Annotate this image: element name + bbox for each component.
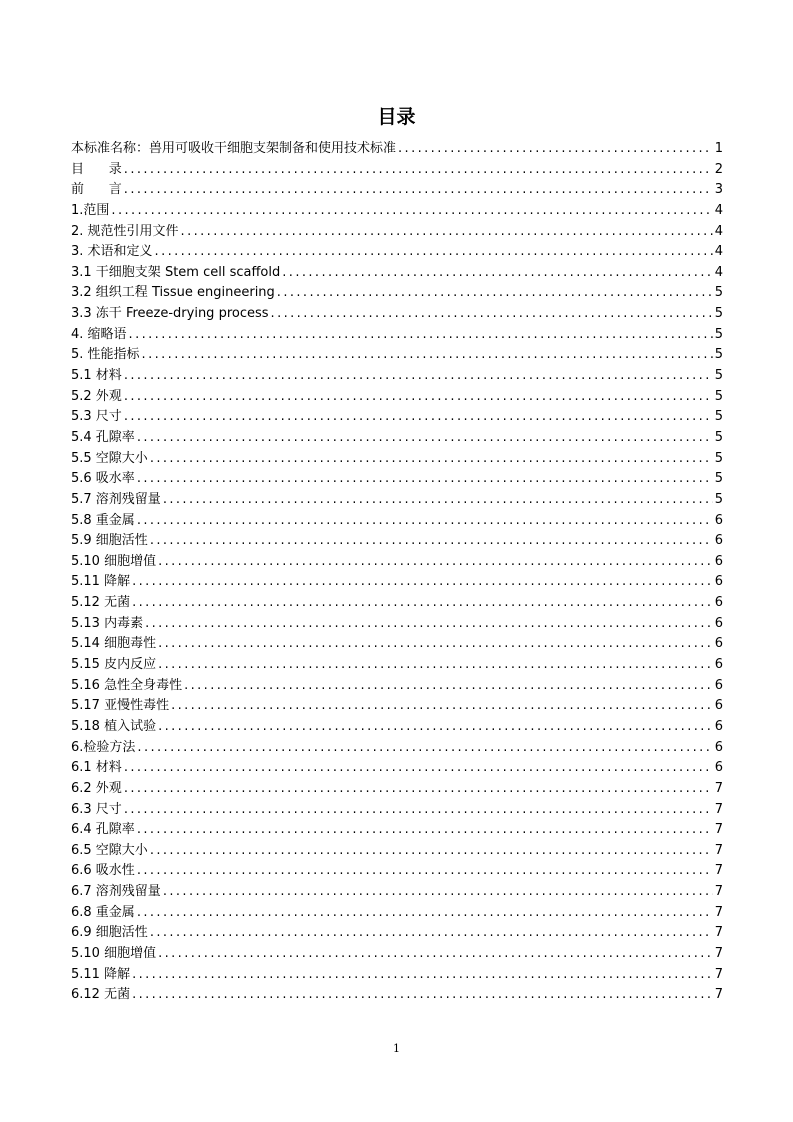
toc-entry-page: 7 [714,884,723,900]
toc-entry-label: 本标准名称：兽用可吸收干细胞支架制备和使用技术标准 [71,141,397,156]
toc-entry-label: 5.13 内毒素 [71,615,144,631]
toc-dot-leader [124,366,713,387]
toc-dot-leader [124,387,713,408]
toc-entry-label: 5.11 降解 [71,966,131,982]
toc-entry[interactable] [71,428,723,449]
toc-entry-label: 2. 规范性引用文件 [71,223,179,239]
toc-dot-leader [158,944,713,965]
toc-entry-page: 7 [714,780,723,796]
toc-entry[interactable] [71,779,723,800]
toc-entry-label: 6.12 无菌 [71,987,131,1003]
toc-entry-page: 7 [714,966,723,982]
toc-entry[interactable] [71,407,723,428]
toc-entry-page: 7 [714,987,723,1003]
toc-entry[interactable] [71,180,723,201]
toc-entry-label: 5.8 重金属 [71,512,135,528]
toc-entry[interactable] [71,985,723,1006]
toc-entry-page: 4 [714,223,723,239]
toc-entry-label: 6.8 重金属 [71,904,135,920]
toc-entry-label: 5.14 细胞毒性 [71,636,157,652]
toc-entry[interactable] [71,820,723,841]
toc-dot-leader [282,263,712,284]
toc-entry-label: 5.15 皮内反应 [71,657,157,673]
toc-entry[interactable] [71,841,723,862]
toc-entry[interactable] [71,366,723,387]
toc-entry-page: 5 [714,326,723,342]
toc-entry-page: 4 [714,264,723,280]
toc-entry-label: 5.5 空隙大小 [71,450,148,466]
toc-dot-leader [277,283,713,304]
toc-entry[interactable] [71,717,723,738]
toc-entry-page: 6 [714,718,723,734]
toc-entry-page: 6 [714,615,723,631]
toc-entry[interactable] [71,531,723,552]
toc-entry[interactable] [71,552,723,573]
toc-entry-label: 5.10 细胞增值 [71,945,157,961]
toc-dot-leader [150,449,713,470]
toc-entry-page: 7 [714,904,723,920]
toc-entry-label: 5.16 急性全身毒性 [71,677,183,693]
toc-entry-page: 4 [714,244,723,260]
toc-dot-leader [158,655,713,676]
toc-entry-page: 7 [714,925,723,941]
toc-entry-label: 6.6 吸水性 [71,863,135,879]
toc-dot-leader [150,841,713,862]
toc-entry-page: 5 [714,388,723,404]
toc-dot-leader [155,242,713,263]
toc-entry[interactable] [71,882,723,903]
toc-entry-label: 5.1 材料 [71,368,122,384]
toc-entry[interactable] [71,325,723,346]
toc-entry[interactable] [71,903,723,924]
toc-entry[interactable] [71,696,723,717]
toc-entry-page: 5 [714,347,723,363]
toc-entry-page: 6 [714,677,723,693]
toc-entry[interactable] [71,861,723,882]
toc-entry-page: 6 [714,636,723,652]
toc-entry[interactable] [71,614,723,635]
toc-dot-leader [137,903,713,924]
toc-entry-page: 7 [714,822,723,838]
toc-entry[interactable] [71,201,723,222]
toc-dot-leader [132,593,713,614]
toc-dot-leader [124,160,713,181]
toc-entry[interactable] [71,511,723,532]
toc-dot-leader [137,469,713,490]
toc-entry-page: 4 [714,202,723,218]
toc-entry[interactable] [71,345,723,366]
toc-entry-page: 5 [714,491,723,507]
toc-entry-label: 6.3 尺寸 [71,801,122,817]
toc-dot-leader [158,634,713,655]
toc-entry[interactable] [71,676,723,697]
toc-entry[interactable] [71,160,723,181]
toc-entry-label: 3.3 冻干 Freeze-drying process [71,306,269,322]
toc-entry[interactable] [71,304,723,325]
toc-entry-label: 6.1 材料 [71,760,122,776]
toc-entry[interactable] [71,139,723,160]
toc-dot-leader [150,531,713,552]
toc-entry[interactable] [71,923,723,944]
toc-entry-label: 目 录 [71,161,122,177]
toc-dot-leader [124,800,713,821]
toc-entry-label: 6.检验方法 [71,739,136,755]
toc-entry-label: 5.12 无菌 [71,595,131,611]
toc-entry-label: 6.4 孔隙率 [71,822,135,838]
toc-entry[interactable] [71,387,723,408]
toc-dot-leader [111,201,712,222]
toc-entry-label: 6.7 溶剂残留量 [71,884,161,900]
toc-dot-leader [171,696,713,717]
toc-dot-leader [271,304,713,325]
table-of-contents [71,139,723,1006]
toc-dot-leader [398,139,713,160]
toc-dot-leader [124,180,713,201]
toc-entry-page: 1 [714,141,723,156]
toc-entry-label: 3.2 组织工程 Tissue engineering [71,285,275,301]
toc-entry[interactable] [71,593,723,614]
toc-dot-leader [137,428,713,449]
toc-entry-page: 6 [714,533,723,549]
toc-dot-leader [163,882,713,903]
toc-entry-page: 6 [714,657,723,673]
toc-dot-leader [184,676,713,697]
toc-dot-leader [158,717,713,738]
toc-entry[interactable] [71,758,723,779]
toc-entry-page: 6 [714,574,723,590]
toc-entry-label: 5.18 植入试验 [71,718,157,734]
toc-entry[interactable] [71,490,723,511]
toc-entry-label: 5. 性能指标 [71,347,140,363]
toc-dot-leader [163,490,713,511]
toc-entry-label: 5.9 细胞活性 [71,533,148,549]
toc-entry-page: 5 [714,306,723,322]
toc-entry-page: 7 [714,842,723,858]
toc-entry-label: 4. 缩略语 [71,326,127,342]
toc-entry[interactable] [71,572,723,593]
toc-entry[interactable] [71,738,723,759]
toc-dot-leader [150,923,713,944]
toc-dot-leader [124,407,713,428]
toc-entry-page: 5 [714,285,723,301]
toc-dot-leader [142,345,713,366]
toc-entry[interactable] [71,263,723,284]
toc-entry-page: 6 [714,595,723,611]
toc-dot-leader [137,861,713,882]
page-title: 目录 [377,106,416,128]
toc-entry-page: 6 [714,553,723,569]
toc-entry-page: 5 [714,368,723,384]
toc-entry-label: 6.5 空隙大小 [71,842,148,858]
toc-dot-leader [137,820,713,841]
toc-entry-page: 5 [714,471,723,487]
toc-entry-label: 3. 术语和定义 [71,244,153,260]
toc-entry-label: 5.7 溶剂残留量 [71,491,161,507]
toc-entry-page: 7 [714,863,723,879]
toc-entry-label: 5.4 孔隙率 [71,429,135,445]
toc-entry-label: 前 言 [71,182,122,198]
toc-entry-page: 5 [714,429,723,445]
toc-entry-page: 6 [714,760,723,776]
toc-entry-page: 6 [714,698,723,714]
toc-entry-label: 5.11 降解 [71,574,131,590]
toc-dot-leader [124,779,713,800]
toc-dot-leader [158,552,713,573]
toc-dot-leader [137,511,713,532]
toc-dot-leader [132,965,713,986]
toc-dot-leader [129,325,713,346]
toc-entry-label: 6.2 外观 [71,780,122,796]
toc-entry-label: 5.10 细胞增值 [71,553,157,569]
toc-dot-leader [137,738,712,759]
toc-entry-page: 7 [714,801,723,817]
toc-entry-label: 5.17 亚慢性毒性 [71,698,170,714]
toc-entry-page: 6 [714,512,723,528]
toc-entry[interactable] [71,800,723,821]
toc-entry-label: 5.3 尺寸 [71,409,122,425]
toc-entry-page: 5 [714,450,723,466]
toc-dot-leader [132,985,713,1006]
toc-dot-leader [132,572,713,593]
toc-entry[interactable] [71,469,723,490]
toc-entry-page: 5 [714,409,723,425]
toc-dot-leader [145,614,713,635]
toc-entry-label: 5.6 吸水率 [71,471,135,487]
toc-entry[interactable] [71,944,723,965]
toc-entry[interactable] [71,965,723,986]
page-number: 1 [393,1042,400,1055]
toc-dot-leader [124,758,713,779]
toc-entry[interactable] [71,242,723,263]
toc-entry-page: 3 [714,182,723,198]
toc-entry-label: 1.范围 [71,202,110,218]
toc-entry[interactable] [71,283,723,304]
toc-entry[interactable] [71,655,723,676]
toc-entry[interactable] [71,449,723,470]
toc-entry-page: 2 [714,161,723,177]
toc-entry-label: 3.1 干细胞支架 Stem cell scaffold [71,264,281,280]
toc-entry-label: 5.2 外观 [71,388,122,404]
toc-entry[interactable] [71,634,723,655]
toc-entry-page: 7 [714,945,723,961]
toc-entry-label: 6.9 细胞活性 [71,925,148,941]
toc-dot-leader [181,222,713,243]
toc-entry-page: 6 [714,739,723,755]
toc-entry[interactable] [71,222,723,243]
